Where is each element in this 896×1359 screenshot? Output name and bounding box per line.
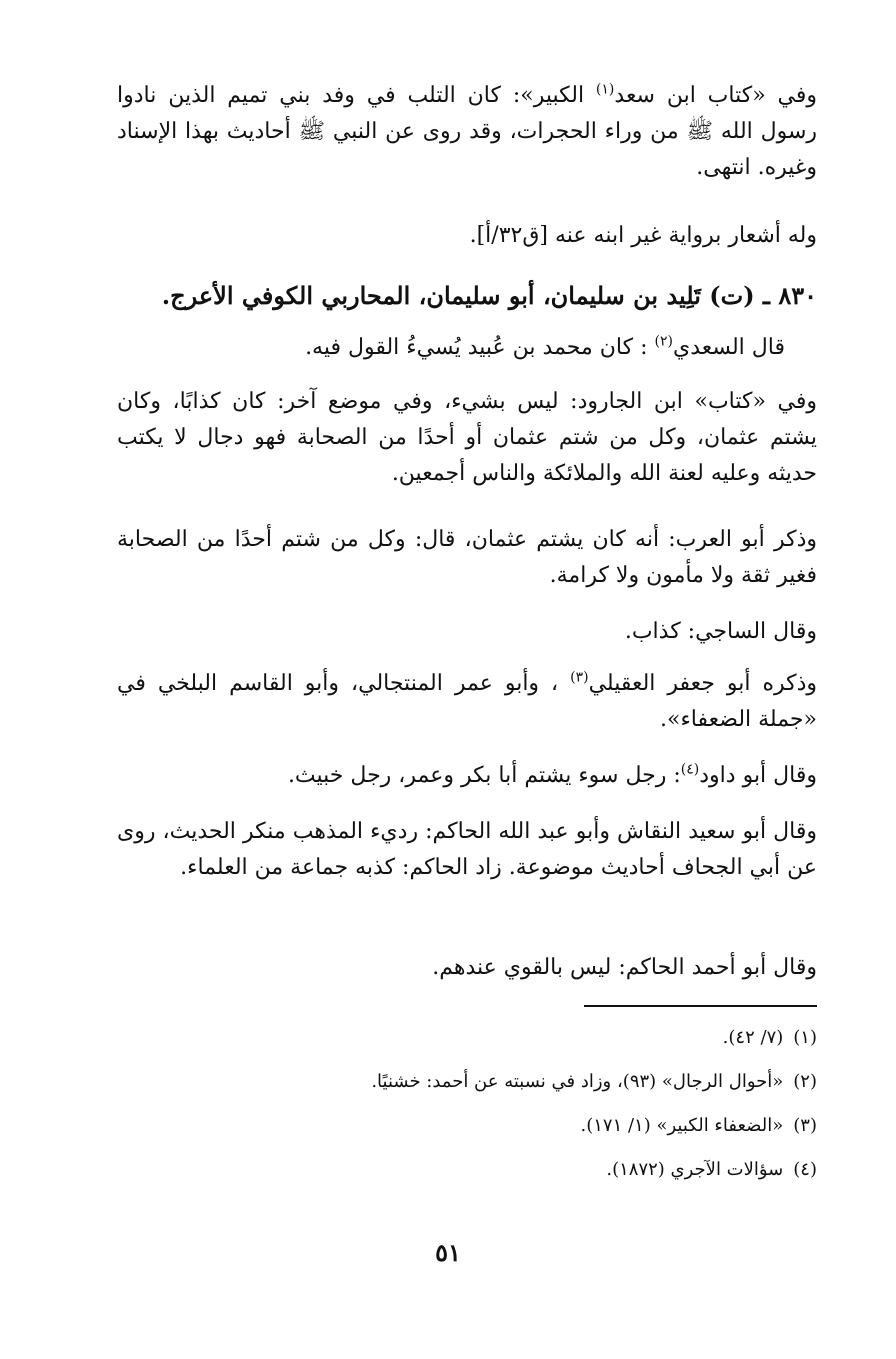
paragraph-abu-dawud	[117, 758, 817, 794]
entry-title: ٨٣٠ ـ (ت) تَلِيد بن سليمان، أبو سليمان، المحاربي الكوفي الأعرج.	[161, 281, 817, 310]
footnote-text: (٧/ ٤٢).	[722, 1027, 784, 1048]
footnote-1	[117, 1024, 817, 1052]
paragraph-text: وقال أبو أحمد الحاكم: ليس بالقوي عندهم.	[432, 955, 817, 980]
footnote-text: «الضعفاء الكبير» (١/ ١٧١).	[580, 1115, 784, 1136]
paragraph-text: قال السعدي	[672, 335, 785, 360]
footnote-number: (٤)	[793, 1159, 817, 1180]
paragraph-text: وقال أبو سعيد النقاش وأبو عبد الله الحاكم: رديء المذهب منكر الحديث، روى عن أبي الجحاف أحاديث موضوعة. زاد الحاكم: كذبه جماعة من العلماء.	[117, 819, 817, 880]
paragraph-text: : كان محمد بن عُبيد يُسيءُ القول فيه.	[305, 335, 655, 360]
entry-heading-830	[117, 276, 817, 316]
footnote-4	[117, 1156, 817, 1184]
paragraph-text: وذكر أبو العرب: أنه كان يشتم عثمان، قال: وكل من شتم أحدًا من الصحابة فغير ثقة ولا مأمون ولا كرامة.	[117, 527, 817, 588]
footnote-text: سؤالات الآجري (١٨٧٢).	[606, 1159, 784, 1180]
paragraph-poems	[117, 218, 817, 254]
paragraph-text: : رجل سوء يشتم أبا بكر وعمر، رجل خبيث.	[287, 763, 681, 788]
footnote-number: (٣)	[793, 1115, 817, 1136]
paragraph-naqqash	[117, 814, 817, 886]
paragraph-saadi	[117, 330, 817, 366]
paragraph-text: وقال أبو داود	[699, 763, 817, 788]
paragraph-text: وفي «كتاب» ابن الجارود: ليس بشيء، وفي موضع آخر: كان كذابًا، وكان يشتم عثمان، وكل من شتم عثمان أو أحدًا من الصحابة فهو دجال لا يكتب حديثه وعليه لعنة الله والملائكة والناس أجمعين.	[117, 389, 817, 486]
paragraph-saji	[117, 614, 817, 650]
paragraph-uqaili	[117, 666, 817, 738]
paragraph-text: الكبير»: كان التلب في وفد بني تميم الذين نادوا رسول الله ﷺ من وراء الحجرات، وقد روى عن النبي ﷺ أحاديث بهذا الإسناد وغيره. انتهى.	[117, 83, 817, 180]
footnote-ref-3: (٣)	[570, 669, 589, 686]
paragraph-text: وقال الساجي: كذاب.	[624, 619, 817, 644]
footnote-separator	[584, 1005, 817, 1007]
paragraph-ibn-jarud	[117, 384, 817, 492]
paragraph-text: وله أشعار برواية غير ابنه عنه [ق٣٢/أ].	[469, 223, 817, 248]
paragraph-abu-ahmad	[117, 950, 817, 986]
paragraph-text: وفي «كتاب ابن سعد	[614, 83, 817, 108]
footnote-2	[117, 1068, 817, 1096]
footnote-number: (٢)	[793, 1071, 817, 1092]
paragraph-text: ، وأبو عمر المنتجالي، وأبو القاسم البلخي في «جملة الضعفاء».	[117, 671, 817, 732]
footnote-ref-4: (٤)	[680, 761, 700, 778]
footnote-ref-2: (٢)	[654, 333, 673, 350]
footnote-3	[117, 1112, 817, 1140]
page-number: ٥١	[435, 1238, 461, 1267]
paragraph-text: وذكره أبو جعفر العقيلي	[588, 671, 818, 696]
footnote-number: (١)	[793, 1027, 817, 1048]
paragraph-abu-arab	[117, 522, 817, 594]
footnote-ref-1: (١)	[595, 81, 615, 98]
paragraph-ibn-saad	[117, 78, 817, 186]
footnote-text: «أحوال الرجال» (٩٣)، وزاد في نسبته عن أحمد: خشنيًا.	[371, 1071, 784, 1092]
